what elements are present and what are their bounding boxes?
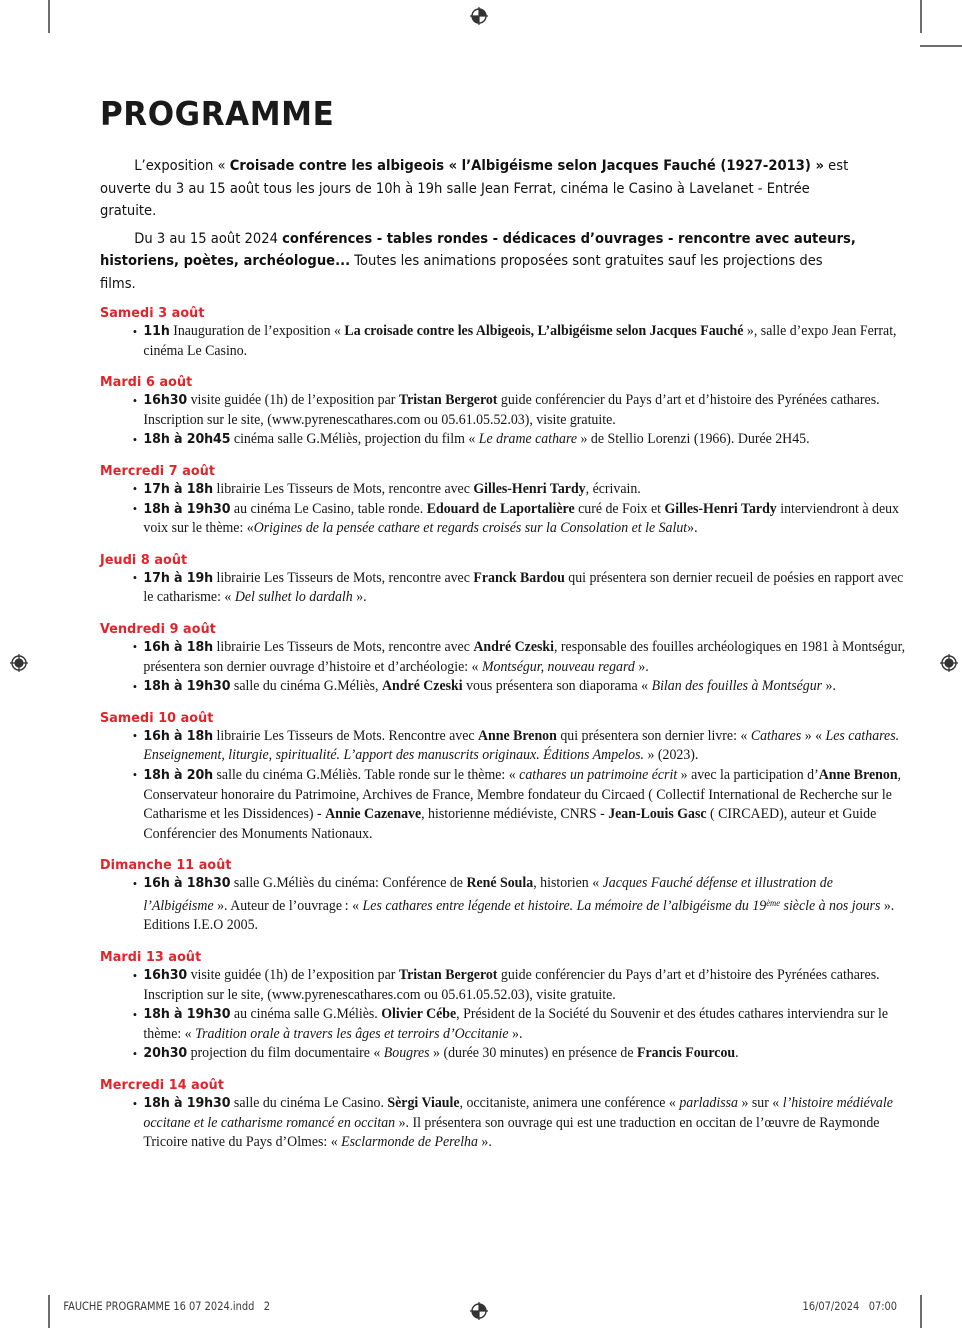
event-title-italic: Origines de la pensée cathare et regards croisés sur la Consolation et le Salut xyxy=(253,520,688,537)
day-event-list xyxy=(100,727,902,845)
day-heading: Samedi 3 août xyxy=(100,306,205,321)
event-text: , écrivain. xyxy=(585,480,641,497)
crop-mark-top-right xyxy=(920,0,922,33)
event-time: 17h à 19h xyxy=(143,570,214,586)
day-heading: Mardi 13 août xyxy=(100,950,202,966)
footer-filename: FAUCHE PROGRAMME 16 07 2024.indd 2 xyxy=(63,1300,270,1313)
event-title-italic: Montségur, nouveau regard xyxy=(481,658,635,675)
event-text: » avec la participation d’ xyxy=(677,766,819,783)
event-item xyxy=(100,391,906,430)
event-text: librairie Les Tisseurs de Mots, rencontre avec xyxy=(213,480,474,497)
event-text: » (2023). xyxy=(643,747,699,764)
event-time: 18h à 19h30 xyxy=(143,1007,231,1023)
event-text: ». Auteur de l’ouvrage : « xyxy=(213,897,363,914)
event-text: vous présentera son diaporama « xyxy=(462,678,652,695)
day-heading: Vendredi 9 août xyxy=(100,621,216,637)
day-heading: Samedi 10 août xyxy=(100,710,214,726)
event-item xyxy=(100,766,906,844)
intro-tail: Toutes les animations proposées sont gratuites sauf les projections des films. xyxy=(100,252,823,292)
intro-paragraph xyxy=(100,155,856,223)
event-title-italic: Del sulhet lo dardalh xyxy=(234,589,353,606)
event-person-name: Annie Cazenave xyxy=(325,806,422,823)
event-title-italic: Les cathares entre légende et histoire. La mémoire de l’albigéisme du 19 xyxy=(362,897,767,914)
event-item xyxy=(100,480,906,500)
day-event-list xyxy=(100,874,895,936)
event-person-name: Anne Brenon xyxy=(478,727,557,744)
event-title-italic: siècle à nos jours xyxy=(780,897,881,914)
event-item xyxy=(100,727,906,766)
event-text: au cinéma salle G.Méliès. xyxy=(230,1006,382,1023)
event-time: 18h à 19h30 xyxy=(143,1096,231,1112)
event-item xyxy=(100,1094,906,1153)
intro-emphasis: conférences - tables rondes - dédicaces d’ouvrages - rencontre avec auteurs, historiens, poètes, archéologue... xyxy=(100,229,856,269)
intro-block xyxy=(100,155,856,300)
event-text: qui présentera son dernier recueil de poésies en rapport avec le catharisme: « xyxy=(143,569,904,606)
event-text: visite guidée (1h) de l’exposition par xyxy=(187,967,399,984)
event-text: guide conférencier du Pays d’art et d’histoire des Pyrénées cathares. Inscription sur le site, (www.pyrenescathares.com ou 05.61.05.52.03), visite gratuite. xyxy=(143,967,880,1003)
event-text: ». xyxy=(508,1025,523,1042)
page-footer xyxy=(0,1300,962,1322)
event-time: 17h à 18h xyxy=(143,481,214,497)
event-text: ». Il présentera son ouvrage qui est une traduction en occitan de l’œuvre de Raymonde Tricoire native du Pays d’Olmes: « xyxy=(143,1114,880,1151)
schedule-day xyxy=(100,463,900,539)
event-time: 16h à 18h30 xyxy=(143,876,231,892)
event-time: 18h à 20h45 xyxy=(143,432,231,448)
event-person-name: Jean-Louis Gasc xyxy=(608,806,707,823)
event-text: salle du cinéma Le Casino. xyxy=(230,1095,388,1112)
intro-emphasis: Croisade contre les albigeois « l’Albigéisme selon Jacques Fauché (1927-2013) » xyxy=(229,157,824,174)
event-text: au cinéma Le Casino, table ronde. xyxy=(230,500,427,517)
event-text: » de Stellio Lorenzi (1966). Durée 2H45. xyxy=(577,431,810,448)
event-item xyxy=(100,569,906,608)
schedule-day xyxy=(100,306,897,361)
event-text: , Conservateur honoraire du Patrimoine, Archives de France, Membre fondateur du Circaed ( Collectif International de Recherche sur le Catharisme et les Dissidences) - xyxy=(143,766,902,823)
day-event-list xyxy=(100,1094,893,1153)
ordinal-suffix: ème xyxy=(766,897,781,908)
event-text: librairie Les Tisseurs de Mots, rencontre avec xyxy=(213,638,474,655)
event-person-name: Tristan Bergerot xyxy=(398,967,498,984)
event-text: librairie Les Tisseurs de Mots. Rencontre avec xyxy=(213,727,479,744)
event-item xyxy=(100,430,906,450)
event-text: , historienne médiéviste, CNRS - xyxy=(421,806,609,823)
schedule-day xyxy=(100,621,906,697)
event-text: ». xyxy=(352,589,367,606)
day-heading: Mercredi 7 août xyxy=(100,463,216,479)
schedule-day xyxy=(100,710,902,845)
day-event-list xyxy=(100,391,880,450)
event-text: ». Editions I.E.O 2005. xyxy=(143,897,895,934)
event-text: salle G.Méliès du cinéma: Conférence de xyxy=(230,875,467,892)
program-page xyxy=(100,0,906,1328)
day-event-list xyxy=(100,966,889,1064)
event-title-italic: Bilan des fouilles à Montségur xyxy=(651,678,823,695)
crop-mark-top-left xyxy=(48,0,50,33)
intro-tail: est ouverte du 3 au 15 août tous les jours de 10h à 19h salle Jean Ferrat, cinéma le Casino à Lavelanet - Entrée gratuite. xyxy=(100,157,849,219)
event-text: interviendront à deux voix sur le thème: « xyxy=(143,500,900,537)
event-text: , historien « xyxy=(533,875,603,892)
event-text: curé de Foix et xyxy=(574,500,665,517)
event-text: guide conférencier du Pays d’art et d’histoire des Pyrénées cathares. Inscription sur le site, (www.pyrenescathares.com ou 05.61.05.52.03), visite gratuite. xyxy=(143,392,880,428)
crop-mark-top-right-h xyxy=(920,45,962,47)
event-time: 16h à 18h xyxy=(143,639,214,655)
event-text: » sur « xyxy=(737,1095,783,1112)
event-person-name: Olivier Cébe xyxy=(381,1006,457,1023)
day-heading: Dimanche 11 août xyxy=(100,858,232,874)
footer-timestamp: 16/07/2024 07:00 xyxy=(802,1300,898,1313)
event-title-italic: Tradition orale à travers les âges et terroirs d’Occitanie xyxy=(195,1025,509,1042)
event-time: 16h30 xyxy=(143,393,188,409)
event-text: visite guidée (1h) de l’exposition par xyxy=(187,392,399,409)
schedule-day xyxy=(100,950,889,1064)
schedule-day xyxy=(100,552,904,608)
intro-paragraph xyxy=(100,228,856,296)
event-text: », salle d’expo Jean Ferrat, cinéma Le Casino. xyxy=(143,323,897,359)
event-item xyxy=(100,1044,906,1064)
intro-lead: Du 3 au 15 août 2024 xyxy=(134,229,283,247)
day-event-list xyxy=(100,569,904,608)
event-person-name: Tristan Bergerot xyxy=(398,392,498,409)
page-title: PROGRAMME xyxy=(100,94,335,133)
event-person-name: André Czeski xyxy=(473,638,554,655)
event-text: ». xyxy=(687,520,698,537)
event-text: » « xyxy=(801,727,826,744)
event-item xyxy=(100,322,906,361)
event-text: Inauguration de l’exposition « xyxy=(169,323,345,339)
registration-mark-right xyxy=(938,652,960,674)
event-time: 11h xyxy=(143,324,170,339)
event-time: 16h à 18h xyxy=(143,728,214,744)
event-text: projection du film documentaire « xyxy=(187,1045,384,1062)
event-text: salle du cinéma G.Méliès. Table ronde sur le thème: « xyxy=(213,766,520,783)
event-text: cinéma salle G.Méliès, projection du film « xyxy=(230,431,479,448)
day-heading: Jeudi 8 août xyxy=(100,552,188,568)
event-item xyxy=(100,966,906,1005)
day-heading: Mercredi 14 août xyxy=(100,1078,225,1094)
event-item xyxy=(100,677,906,697)
event-time: 18h à 19h30 xyxy=(143,501,231,517)
event-title-italic: Le drame cathare xyxy=(478,431,578,448)
event-text: qui présentera son dernier livre: « xyxy=(556,727,751,744)
event-person-name: René Soula xyxy=(466,875,534,892)
day-event-list xyxy=(100,322,897,361)
event-title-italic: Cathares xyxy=(750,727,802,744)
event-item xyxy=(100,500,906,539)
event-title-italic: Bougres xyxy=(383,1045,430,1062)
event-person-name: André Czeski xyxy=(382,678,463,695)
event-item xyxy=(100,1005,906,1044)
event-person-name: Anne Brenon xyxy=(818,766,898,783)
event-title-italic: Jacques Fauché défense et illustration de l’Albigéisme xyxy=(143,875,833,914)
event-item xyxy=(100,638,906,677)
event-person-name: La croisade contre les Albigeois, L’albigéisme selon Jacques Fauché xyxy=(344,323,744,339)
event-person-name: Franck Bardou xyxy=(473,569,565,586)
event-text: salle du cinéma G.Méliès, xyxy=(230,678,383,695)
schedule-day xyxy=(100,1078,893,1153)
event-text: ( CIRCAED), auteur et Guide Conférencier des Monuments Nationaux. xyxy=(143,806,877,842)
event-text: librairie Les Tisseurs de Mots, rencontre avec xyxy=(213,569,474,586)
event-title-italic: Les cathares. Enseignement, liturgie, spiritualité. L’apport des manuscrits originaux. Éditions Ampelos. xyxy=(143,727,900,764)
event-text: ». xyxy=(477,1134,492,1151)
event-person-name: Gilles-Henri Tardy xyxy=(664,500,777,517)
event-person-name: Gilles-Henri Tardy xyxy=(473,480,586,497)
event-time: 18h à 20h xyxy=(143,767,214,783)
day-heading: Mardi 6 août xyxy=(100,375,193,391)
event-text: ». xyxy=(822,678,836,695)
schedule-list xyxy=(100,306,906,1153)
event-text: ». xyxy=(634,658,649,675)
event-text: , responsable des fouilles archéologiques en 1981 à Montségur, présentera son dernier ouvrage d’histoire et d’archéologie: « xyxy=(143,638,906,675)
event-title-italic: parladissa xyxy=(679,1095,738,1112)
event-text: , occitaniste, animera une conférence « xyxy=(459,1095,680,1112)
event-text: . xyxy=(735,1045,739,1062)
event-title-italic: cathares un patrimoine écrit xyxy=(519,766,678,783)
event-title-italic: l’histoire médiévale occitane et le catharisme romancé en occitan xyxy=(143,1095,893,1131)
day-event-list xyxy=(100,480,900,539)
event-person-name: Edouard de Laportalière xyxy=(426,500,575,517)
day-event-list xyxy=(100,638,906,697)
event-text: » (durée 30 minutes) en présence de xyxy=(429,1045,638,1062)
event-time: 20h30 xyxy=(143,1046,188,1062)
event-title-italic: Esclarmonde de Perelha xyxy=(341,1134,478,1151)
event-time: 16h30 xyxy=(143,968,188,984)
registration-mark-left xyxy=(8,652,30,674)
schedule-day xyxy=(100,375,880,450)
event-person-name: Francis Fourcou xyxy=(637,1045,736,1062)
event-item xyxy=(100,874,906,936)
event-person-name: Sèrgi Viaule xyxy=(387,1095,460,1112)
event-time: 18h à 19h30 xyxy=(143,679,231,695)
schedule-day xyxy=(100,858,895,936)
event-text: , Président de la Société du Souvenir et des études cathares interviendra sur le thème: « xyxy=(143,1006,889,1042)
intro-lead: L’exposition « xyxy=(134,157,230,174)
